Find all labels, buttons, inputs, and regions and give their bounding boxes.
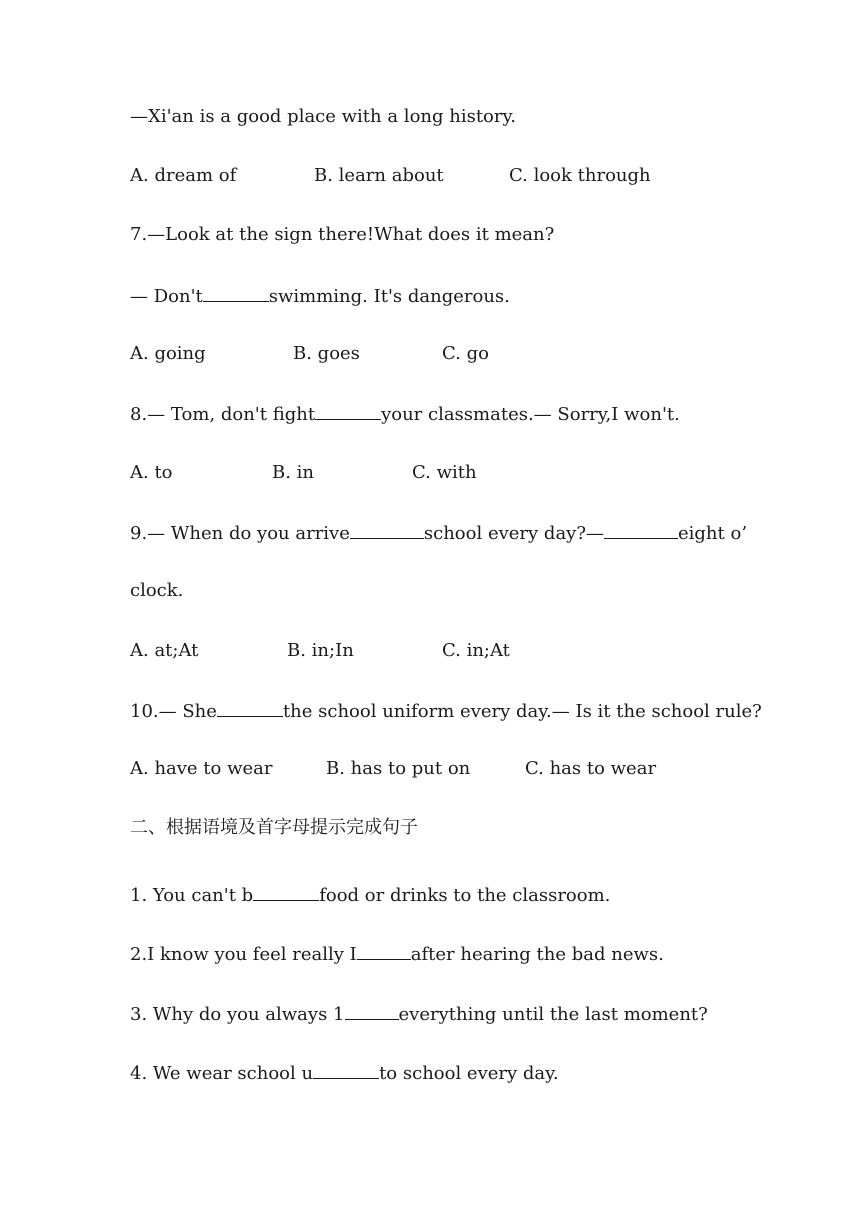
s2-item-3-post: everything until the last moment? — [398, 1004, 708, 1025]
q7-option-b: B. goes — [293, 343, 360, 364]
q10-option-c: C. has to wear — [525, 758, 657, 779]
q6-option-a: A. dream of — [130, 165, 237, 186]
q8-blank — [315, 401, 381, 420]
s2-item-3-blank — [345, 1001, 399, 1020]
q7-answer-post: swimming. It's dangerous. — [268, 286, 510, 307]
q7-option-c: C. go — [442, 343, 489, 364]
s2-item-1 — [130, 882, 610, 908]
q9-question-mid: school every day?— — [423, 523, 604, 544]
q9-option-a: A. at;At — [130, 640, 199, 661]
s2-item-1-pre: 1. You can't b — [130, 885, 254, 906]
q10-option-a: A. have to wear — [130, 758, 273, 779]
q9-question-post: eight o’ — [678, 523, 748, 544]
s2-item-4-post: to school every day. — [379, 1063, 559, 1084]
s2-item-2-blank — [357, 941, 411, 960]
q9-question-pre: 9.— When do you arrive — [130, 523, 350, 544]
q9-option-b: B. in;In — [287, 640, 354, 661]
q9-question-cont: clock. — [130, 580, 184, 601]
s2-item-4 — [130, 1060, 559, 1086]
s2-item-3-pre: 3. Why do you always 1 — [130, 1004, 345, 1025]
q9-blank-2 — [604, 520, 678, 539]
s2-item-2 — [130, 941, 664, 967]
s2-item-4-pre: 4. We wear school u — [130, 1063, 314, 1084]
q9-question — [130, 520, 747, 546]
s2-item-2-pre: 2.I know you feel really I — [130, 944, 357, 965]
q7-answer-line — [130, 283, 510, 309]
q9-blank-1 — [350, 520, 424, 539]
q10-question-pre: 10.— She — [130, 701, 217, 722]
s2-item-1-post: food or drinks to the classroom. — [319, 885, 611, 906]
s2-item-1-blank — [253, 882, 319, 901]
q9-option-c: C. in;At — [442, 640, 510, 661]
q8-option-a: A. to — [130, 462, 173, 483]
q6-option-b: B. learn about — [314, 165, 444, 186]
q10-question — [130, 698, 762, 724]
q10-question-post: the school uniform every day.— Is it the school rule? — [282, 701, 762, 722]
q10-blank — [217, 698, 283, 717]
q6-option-c: C. look through — [509, 165, 651, 186]
section-2-heading: 二、根据语境及首字母提示完成句子 — [130, 817, 418, 838]
s2-item-2-post: after hearing the bad news. — [410, 944, 664, 965]
s2-item-3 — [130, 1001, 708, 1027]
q10-option-b: B. has to put on — [326, 758, 471, 779]
s2-item-4-blank — [313, 1060, 379, 1079]
q8-option-b: B. in — [272, 462, 315, 483]
q7-question: 7.—Look at the sign there!What does it mean? — [130, 224, 555, 245]
q7-blank — [203, 283, 269, 302]
q6-answer-line: —Xi'an is a good place with a long history. — [130, 106, 516, 127]
q8-question-post: your classmates.— Sorry,I won't. — [381, 404, 680, 425]
q7-answer-pre: — Don't — [130, 286, 203, 307]
q7-option-a: A. going — [130, 343, 206, 364]
q8-question-pre: 8.— Tom, don't fight — [130, 404, 316, 425]
q8-option-c: C. with — [412, 462, 477, 483]
q8-question — [130, 401, 680, 427]
